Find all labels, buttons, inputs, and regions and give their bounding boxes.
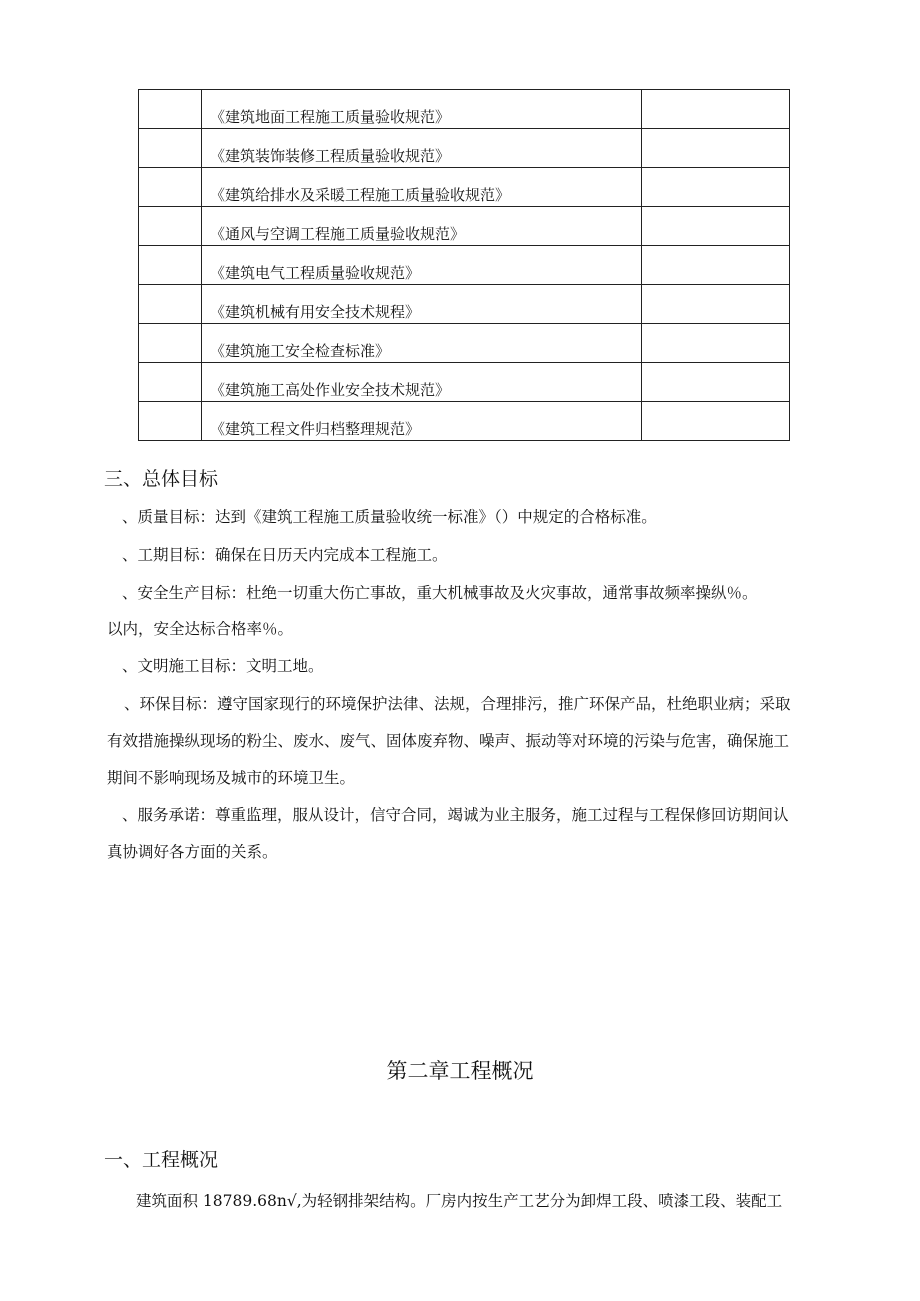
goal-service: 、服务承诺：尊重监理，服从设计，信守合同，竭诚为业主服务，施工过程与工程保修回访期间认真协调好各方面的关系。 bbox=[107, 806, 789, 861]
row-note bbox=[642, 324, 790, 363]
row-number bbox=[139, 363, 202, 402]
table-row bbox=[139, 90, 790, 129]
goal-civilized: 、文明施工目标：文明工地。 bbox=[122, 657, 324, 675]
row-number bbox=[139, 285, 202, 324]
table-row bbox=[139, 207, 790, 246]
row-number bbox=[139, 207, 202, 246]
row-number bbox=[139, 246, 202, 285]
table-row bbox=[139, 285, 790, 324]
table-row bbox=[139, 246, 790, 285]
table-row bbox=[139, 324, 790, 363]
standard-name: 《建筑施工安全检查标准》 bbox=[202, 324, 642, 363]
goal-quality: 、质量目标：达到《建筑工程施工质量验收统一标准》（）中规定的合格标准。 bbox=[122, 508, 657, 526]
goal-schedule: 、工期目标：确保在日历天内完成本工程施工。 bbox=[122, 546, 448, 564]
goal-environment: 、环保目标：遵守国家现行的环境保护法律、法规，合理排污，推广环保产品，杜绝职业病；采取有效措施操纵现场的粉尘、废水、废气、固体废弃物、噪声、振动等对环境的污染与危害，确保施工期间不影响现场及城市的环境卫生。 bbox=[107, 695, 791, 787]
section-title-overall-goals: 三、总体目标 bbox=[104, 468, 219, 490]
standard-name: 《建筑机械有用安全技术规程》 bbox=[202, 285, 642, 324]
chapter-title: 第二章工程概况 bbox=[386, 1059, 534, 1083]
standard-name: 《通风与空调工程施工质量验收规范》 bbox=[202, 207, 642, 246]
row-note bbox=[642, 285, 790, 324]
section-title-project-overview: 一、工程概况 bbox=[104, 1149, 219, 1171]
goal-safety-continued: 以内，安全达标合格率％。 bbox=[107, 620, 294, 638]
table-row bbox=[139, 363, 790, 402]
standard-name: 《建筑工程文件归档整理规范》 bbox=[202, 402, 642, 441]
standard-name: 《建筑电气工程质量验收规范》 bbox=[202, 246, 642, 285]
row-number bbox=[139, 90, 202, 129]
standard-name: 《建筑地面工程施工质量验收规范》 bbox=[202, 90, 642, 129]
standard-name: 《建筑给排水及采暖工程施工质量验收规范》 bbox=[202, 168, 642, 207]
row-note bbox=[642, 363, 790, 402]
project-intro: 建筑面积 18789.68n√,为轻钢排架结构。厂房内按生产工艺分为卸焊工段、喷漆工段、装配工 bbox=[136, 1192, 783, 1210]
standard-name: 《建筑施工高处作业安全技术规范》 bbox=[202, 363, 642, 402]
row-note bbox=[642, 207, 790, 246]
standard-name: 《建筑装饰装修工程质量验收规范》 bbox=[202, 129, 642, 168]
row-note bbox=[642, 168, 790, 207]
row-number bbox=[139, 129, 202, 168]
row-note bbox=[642, 129, 790, 168]
table-row bbox=[139, 168, 790, 207]
standards-table bbox=[138, 89, 790, 441]
row-number bbox=[139, 402, 202, 441]
table-row bbox=[139, 129, 790, 168]
row-number bbox=[139, 324, 202, 363]
row-number bbox=[139, 168, 202, 207]
row-note bbox=[642, 90, 790, 129]
row-note bbox=[642, 402, 790, 441]
row-note bbox=[642, 246, 790, 285]
goal-safety: 、安全生产目标：杜绝一切重大伤亡事故，重大机械事故及火灾事故，通常事故频率操纵％。 bbox=[122, 584, 758, 602]
table-row bbox=[139, 402, 790, 441]
